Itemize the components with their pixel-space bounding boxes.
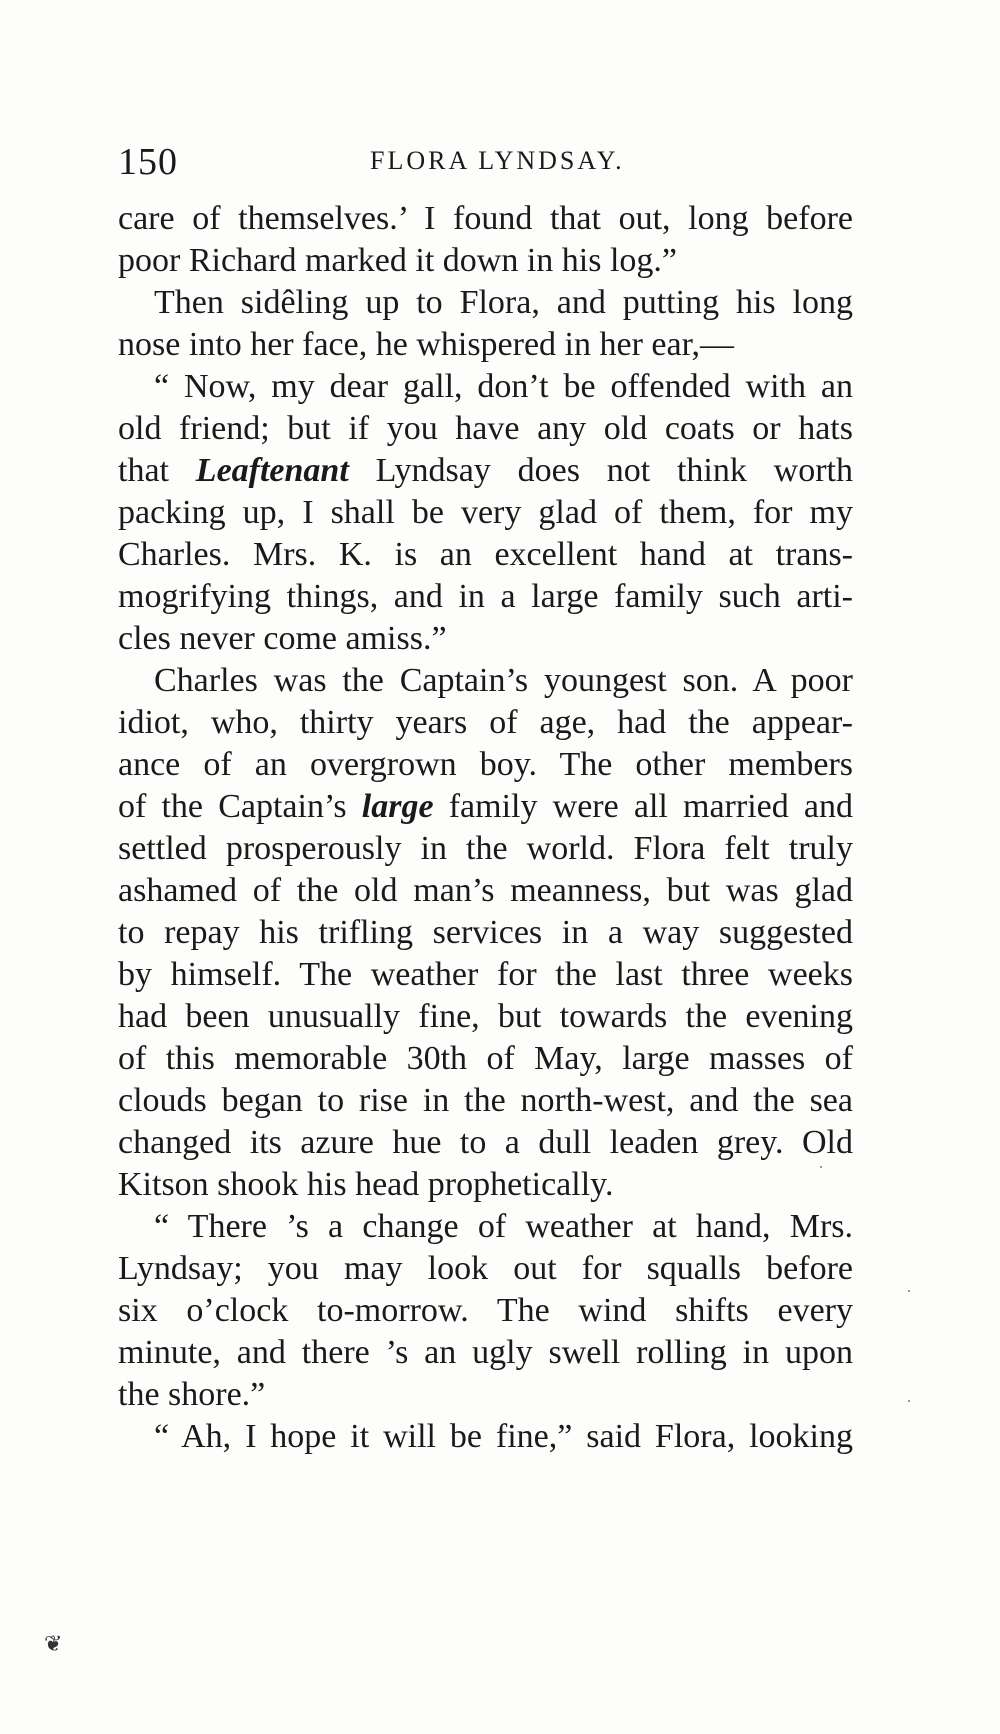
text-line xyxy=(118,324,853,366)
page-number: 150 xyxy=(118,141,178,183)
text-run: “ Now, my dear gall, don’t be offended with an xyxy=(154,368,853,405)
text-line xyxy=(118,366,853,408)
text-line xyxy=(118,828,853,870)
text-run: Charles. Mrs. K. is an excellent hand at trans- xyxy=(118,536,853,573)
text-line xyxy=(118,786,853,828)
text-line xyxy=(118,282,853,324)
text-run: of this memorable 30th of May, large masses of xyxy=(118,1040,853,1077)
text-line xyxy=(118,954,853,996)
text-line xyxy=(118,534,853,576)
text-line xyxy=(118,870,853,912)
text-line xyxy=(118,240,853,282)
ink-speck xyxy=(908,1400,910,1402)
text-line xyxy=(118,1038,853,1080)
text-run: changed its azure hue to a dull leaden grey. Old xyxy=(118,1124,853,1161)
text-run: Lyndsay; you may look out for squalls before xyxy=(118,1250,853,1287)
text-run: ance of an overgrown boy. The other members xyxy=(118,746,853,783)
text-line xyxy=(118,1290,853,1332)
text-run: “ There ’s a change of weather at hand, Mrs. xyxy=(154,1208,853,1245)
text-run: by himself. The weather for the last three weeks xyxy=(118,956,853,993)
text-run: Then sidêling up to Flora, and putting his long xyxy=(154,284,853,321)
text-run: packing up, I shall be very glad of them, for my xyxy=(118,494,853,531)
text-run: family were all married and xyxy=(433,788,853,825)
text-run: clouds began to rise in the north-west, and the sea xyxy=(118,1082,853,1119)
running-head xyxy=(118,140,853,183)
text-run: six o’clock to-morrow. The wind shifts every xyxy=(118,1292,853,1329)
text-line xyxy=(118,618,853,660)
text-run: mogrifying things, and in a large family such arti- xyxy=(118,578,853,615)
text-line xyxy=(118,912,853,954)
emphasis-text: large xyxy=(361,788,434,825)
text-run: care of themselves.’ I found that out, long before xyxy=(118,200,853,237)
text-run: Kitson shook his head prophetically. xyxy=(118,1166,614,1203)
text-line xyxy=(118,1416,853,1458)
emphasis-text: Leaftenant xyxy=(195,452,349,489)
text-run: settled prosperously in the world. Flora felt truly xyxy=(118,830,853,867)
text-line xyxy=(118,1374,853,1416)
text-run: had been unusually fine, but towards the evening xyxy=(118,998,853,1035)
text-line xyxy=(118,1164,853,1206)
text-line xyxy=(118,450,853,492)
text-line xyxy=(118,576,853,618)
text-run: to repay his trifling services in a way suggested xyxy=(118,914,853,951)
text-run: minute, and there ’s an ugly swell rolling in upon xyxy=(118,1334,853,1371)
text-line xyxy=(118,1080,853,1122)
text-run: Charles was the Captain’s youngest son. A poor xyxy=(154,662,853,699)
text-line xyxy=(118,660,853,702)
text-line xyxy=(118,1122,853,1164)
text-run: of the Captain’s xyxy=(118,788,362,825)
text-line xyxy=(118,408,853,450)
text-line xyxy=(118,702,853,744)
body-text xyxy=(118,198,853,1458)
text-run: “ Ah, I hope it will be fine,” said Flora, looking xyxy=(154,1418,853,1455)
text-run: poor Richard marked it down in his log.” xyxy=(118,242,678,279)
text-run: that xyxy=(118,452,196,489)
text-run: the shore.” xyxy=(118,1376,266,1413)
text-run: Lyndsay does not think worth xyxy=(348,452,854,489)
text-run: idiot, who, thirty years of age, had the appear- xyxy=(118,704,853,741)
text-line xyxy=(118,492,853,534)
text-run: ashamed of the old man’s meanness, but was glad xyxy=(118,872,853,909)
running-title: FLORA LYNDSAY. xyxy=(370,146,625,175)
text-line xyxy=(118,1332,853,1374)
text-run: old friend; but if you have any old coats or hats xyxy=(118,410,853,447)
text-line xyxy=(118,198,853,240)
ink-speck xyxy=(908,1290,910,1292)
text-line xyxy=(118,996,853,1038)
text-run: cles never come amiss.” xyxy=(118,620,447,657)
text-line xyxy=(118,744,853,786)
ink-speck xyxy=(820,1166,822,1168)
text-line xyxy=(118,1248,853,1290)
text-line xyxy=(118,1206,853,1248)
margin-mark: ❦ xyxy=(44,1632,63,1657)
text-run: nose into her face, he whispered in her ear,— xyxy=(118,326,735,363)
